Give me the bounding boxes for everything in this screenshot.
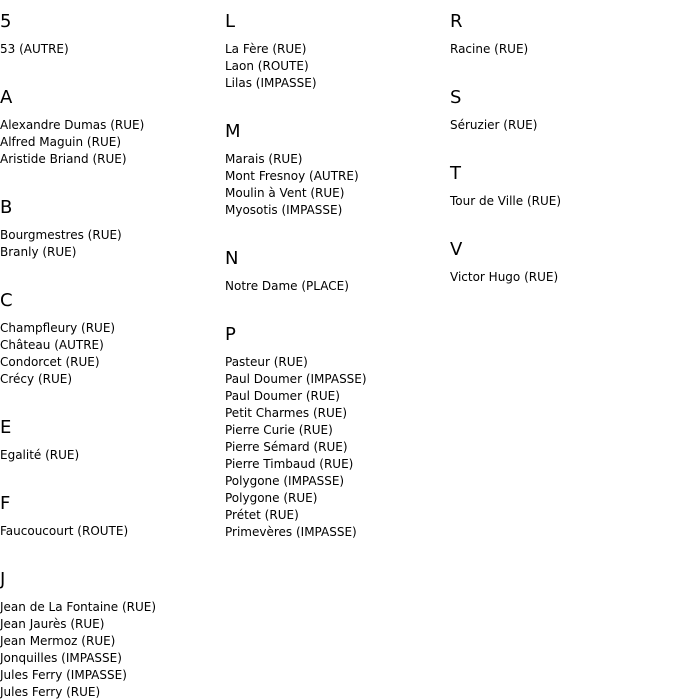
street-list <box>450 269 670 304</box>
letter-group <box>225 110 445 237</box>
street-link[interactable]: La Fère (RUE) <box>225 42 307 56</box>
street-link[interactable]: Château (AUTRE) <box>0 338 104 352</box>
street-list <box>0 227 220 279</box>
street-link[interactable]: Jules Ferry (IMPASSE) <box>0 668 127 682</box>
letter-group <box>225 0 445 110</box>
letter-heading: T <box>450 163 461 184</box>
street-link[interactable]: Branly (RUE) <box>0 245 77 259</box>
street-link[interactable]: Lilas (IMPASSE) <box>225 76 317 90</box>
street-link[interactable]: Paul Doumer (RUE) <box>225 389 340 403</box>
street-link[interactable]: 53 (AUTRE) <box>0 42 69 56</box>
street-link[interactable]: Jonquilles (IMPASSE) <box>0 651 122 665</box>
street-link[interactable]: Jean de La Fontaine (RUE) <box>0 600 157 614</box>
letter-group <box>0 482 220 558</box>
letter-group <box>450 76 670 152</box>
letter-group <box>0 558 220 700</box>
letter-heading: C <box>0 290 13 311</box>
letter-group <box>0 406 220 482</box>
letter-heading: F <box>0 493 11 514</box>
letter-group <box>0 279 220 406</box>
letter-heading: L <box>225 11 236 32</box>
street-link[interactable]: Séruzier (RUE) <box>450 118 538 132</box>
street-link[interactable]: Moulin à Vent (RUE) <box>225 186 345 200</box>
street-index-column-2 <box>225 0 445 559</box>
street-list <box>0 447 220 482</box>
street-list <box>0 599 220 700</box>
street-list <box>450 41 670 76</box>
street-link[interactable]: Crécy (RUE) <box>0 372 73 386</box>
street-link[interactable]: Bourgmestres (RUE) <box>0 228 122 242</box>
street-link[interactable]: Victor Hugo (RUE) <box>450 270 559 284</box>
street-link[interactable]: Paul Doumer (IMPASSE) <box>225 372 367 386</box>
street-index-column-1 <box>0 0 220 700</box>
letter-heading: M <box>225 121 241 142</box>
letter-heading: E <box>0 417 12 438</box>
street-link[interactable]: Jules Ferry (RUE) <box>0 685 101 699</box>
letter-heading: A <box>0 87 13 108</box>
letter-heading: N <box>225 248 239 269</box>
street-link[interactable]: Marais (RUE) <box>225 152 303 166</box>
street-index-column-3 <box>450 0 670 304</box>
street-list <box>0 117 220 186</box>
street-link[interactable]: Pasteur (RUE) <box>225 355 308 369</box>
street-list <box>225 354 445 559</box>
street-link[interactable]: Aristide Briand (RUE) <box>0 152 127 166</box>
letter-group <box>0 186 220 279</box>
street-list <box>225 278 445 313</box>
letter-group <box>450 0 670 76</box>
letter-heading: 5 <box>0 11 12 32</box>
street-link[interactable]: Petit Charmes (RUE) <box>225 406 348 420</box>
street-list <box>0 41 220 76</box>
letter-heading: B <box>0 197 13 218</box>
letter-group <box>0 76 220 186</box>
street-link[interactable]: Laon (ROUTE) <box>225 59 309 73</box>
street-link[interactable]: Myosotis (IMPASSE) <box>225 203 343 217</box>
letter-group <box>450 152 670 228</box>
letter-group <box>225 237 445 313</box>
street-link[interactable]: Polygone (RUE) <box>225 491 318 505</box>
street-list <box>450 193 670 228</box>
street-link[interactable]: Primevères (IMPASSE) <box>225 525 357 539</box>
street-link[interactable]: Pierre Sémard (RUE) <box>225 440 348 454</box>
letter-heading: S <box>450 87 462 108</box>
street-link[interactable]: Faucoucourt (ROUTE) <box>0 524 129 538</box>
street-link[interactable]: Champfleury (RUE) <box>0 321 116 335</box>
street-link[interactable]: Tour de Ville (RUE) <box>450 194 562 208</box>
letter-heading: J <box>0 569 6 590</box>
street-link[interactable]: Pierre Timbaud (RUE) <box>225 457 354 471</box>
street-link[interactable]: Jean Mermoz (RUE) <box>0 634 116 648</box>
street-link[interactable]: Alfred Maguin (RUE) <box>0 135 122 149</box>
letter-heading: R <box>450 11 463 32</box>
street-link[interactable]: Polygone (IMPASSE) <box>225 474 345 488</box>
street-link[interactable]: Alexandre Dumas (RUE) <box>0 118 145 132</box>
street-link[interactable]: Racine (RUE) <box>450 42 529 56</box>
letter-group <box>0 0 220 76</box>
street-list <box>225 151 445 237</box>
street-link[interactable]: Egalité (RUE) <box>0 448 80 462</box>
street-list <box>225 41 445 110</box>
street-link[interactable]: Jean Jaurès (RUE) <box>0 617 105 631</box>
letter-group <box>450 228 670 304</box>
letter-group <box>225 313 445 559</box>
street-list <box>450 117 670 152</box>
street-link[interactable]: Prétet (RUE) <box>225 508 299 522</box>
street-link[interactable]: Mont Fresnoy (AUTRE) <box>225 169 359 183</box>
letter-heading: V <box>450 239 463 260</box>
street-link[interactable]: Condorcet (RUE) <box>0 355 100 369</box>
street-list <box>0 320 220 406</box>
street-link[interactable]: Notre Dame (PLACE) <box>225 279 349 293</box>
letter-heading: P <box>225 324 236 345</box>
street-link[interactable]: Pierre Curie (RUE) <box>225 423 333 437</box>
street-list <box>0 523 220 558</box>
